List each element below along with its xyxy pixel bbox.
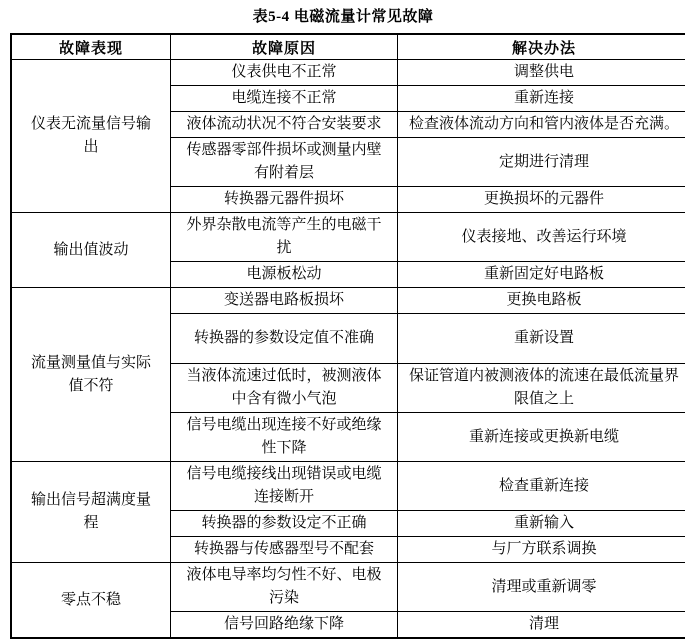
cause-cell: 转换器的参数设定值不准确 xyxy=(171,314,398,364)
table-row xyxy=(11,213,685,262)
header-row xyxy=(11,34,685,60)
cause-cell: 电缆连接不正常 xyxy=(171,86,398,112)
header-symptom: 故障表现 xyxy=(11,34,171,60)
cause-cell: 变送器电路板损坏 xyxy=(171,288,398,314)
solution-cell: 定期进行清理 xyxy=(398,138,685,187)
solution-cell: 重新固定好电路板 xyxy=(398,262,685,288)
symptom-cell: 流量测量值与实际值不符 xyxy=(11,288,171,462)
cause-cell: 外界杂散电流等产生的电磁干扰 xyxy=(171,213,398,262)
cause-cell: 当液体流速过低时，被测液体中含有微小气泡 xyxy=(171,364,398,413)
symptom-cell: 零点不稳 xyxy=(11,563,171,639)
solution-cell: 与厂方联系调换 xyxy=(398,537,685,563)
header-solution: 解决办法 xyxy=(398,34,685,60)
solution-cell: 调整供电 xyxy=(398,60,685,86)
cause-cell: 信号电缆接线出现错误或电缆连接断开 xyxy=(171,462,398,511)
header-cause: 故障原因 xyxy=(171,34,398,60)
table-row xyxy=(11,288,685,314)
solution-cell: 清理或重新调零 xyxy=(398,563,685,612)
cause-cell: 转换器元器件损坏 xyxy=(171,187,398,213)
solution-cell: 更换损坏的元器件 xyxy=(398,187,685,213)
solution-cell: 重新连接 xyxy=(398,86,685,112)
table-row xyxy=(11,462,685,511)
table-body xyxy=(11,60,685,639)
table-title: 表5-4 电磁流量计常见故障 xyxy=(10,8,676,26)
cause-cell: 信号回路绝缘下降 xyxy=(171,612,398,639)
fault-table xyxy=(10,33,685,639)
solution-cell: 清理 xyxy=(398,612,685,639)
table-header xyxy=(11,34,685,60)
solution-cell: 重新连接或更换新电缆 xyxy=(398,413,685,462)
symptom-cell: 输出值波动 xyxy=(11,213,171,288)
cause-cell: 仪表供电不正常 xyxy=(171,60,398,86)
solution-cell: 仪表接地、改善运行环境 xyxy=(398,213,685,262)
symptom-cell: 输出信号超满度量程 xyxy=(11,462,171,563)
solution-cell: 重新输入 xyxy=(398,511,685,537)
cause-cell: 液体电导率均匀性不好、电极污染 xyxy=(171,563,398,612)
solution-cell: 保证管道内被测液体的流速在最低流量界限值之上 xyxy=(398,364,685,413)
cause-cell: 液体流动状况不符合安装要求 xyxy=(171,112,398,138)
symptom-cell: 仪表无流量信号输出 xyxy=(11,60,171,213)
cause-cell: 转换器与传感器型号不配套 xyxy=(171,537,398,563)
solution-cell: 检查重新连接 xyxy=(398,462,685,511)
table-row xyxy=(11,563,685,612)
solution-cell: 更换电路板 xyxy=(398,288,685,314)
table-row xyxy=(11,60,685,86)
cause-cell: 转换器的参数设定不正确 xyxy=(171,511,398,537)
solution-cell: 重新设置 xyxy=(398,314,685,364)
cause-cell: 电源板松动 xyxy=(171,262,398,288)
cause-cell: 传感器零部件损坏或测量内壁有附着层 xyxy=(171,138,398,187)
cause-cell: 信号电缆出现连接不好或绝缘性下降 xyxy=(171,413,398,462)
solution-cell: 检查液体流动方向和管内液体是否充满。 xyxy=(398,112,685,138)
